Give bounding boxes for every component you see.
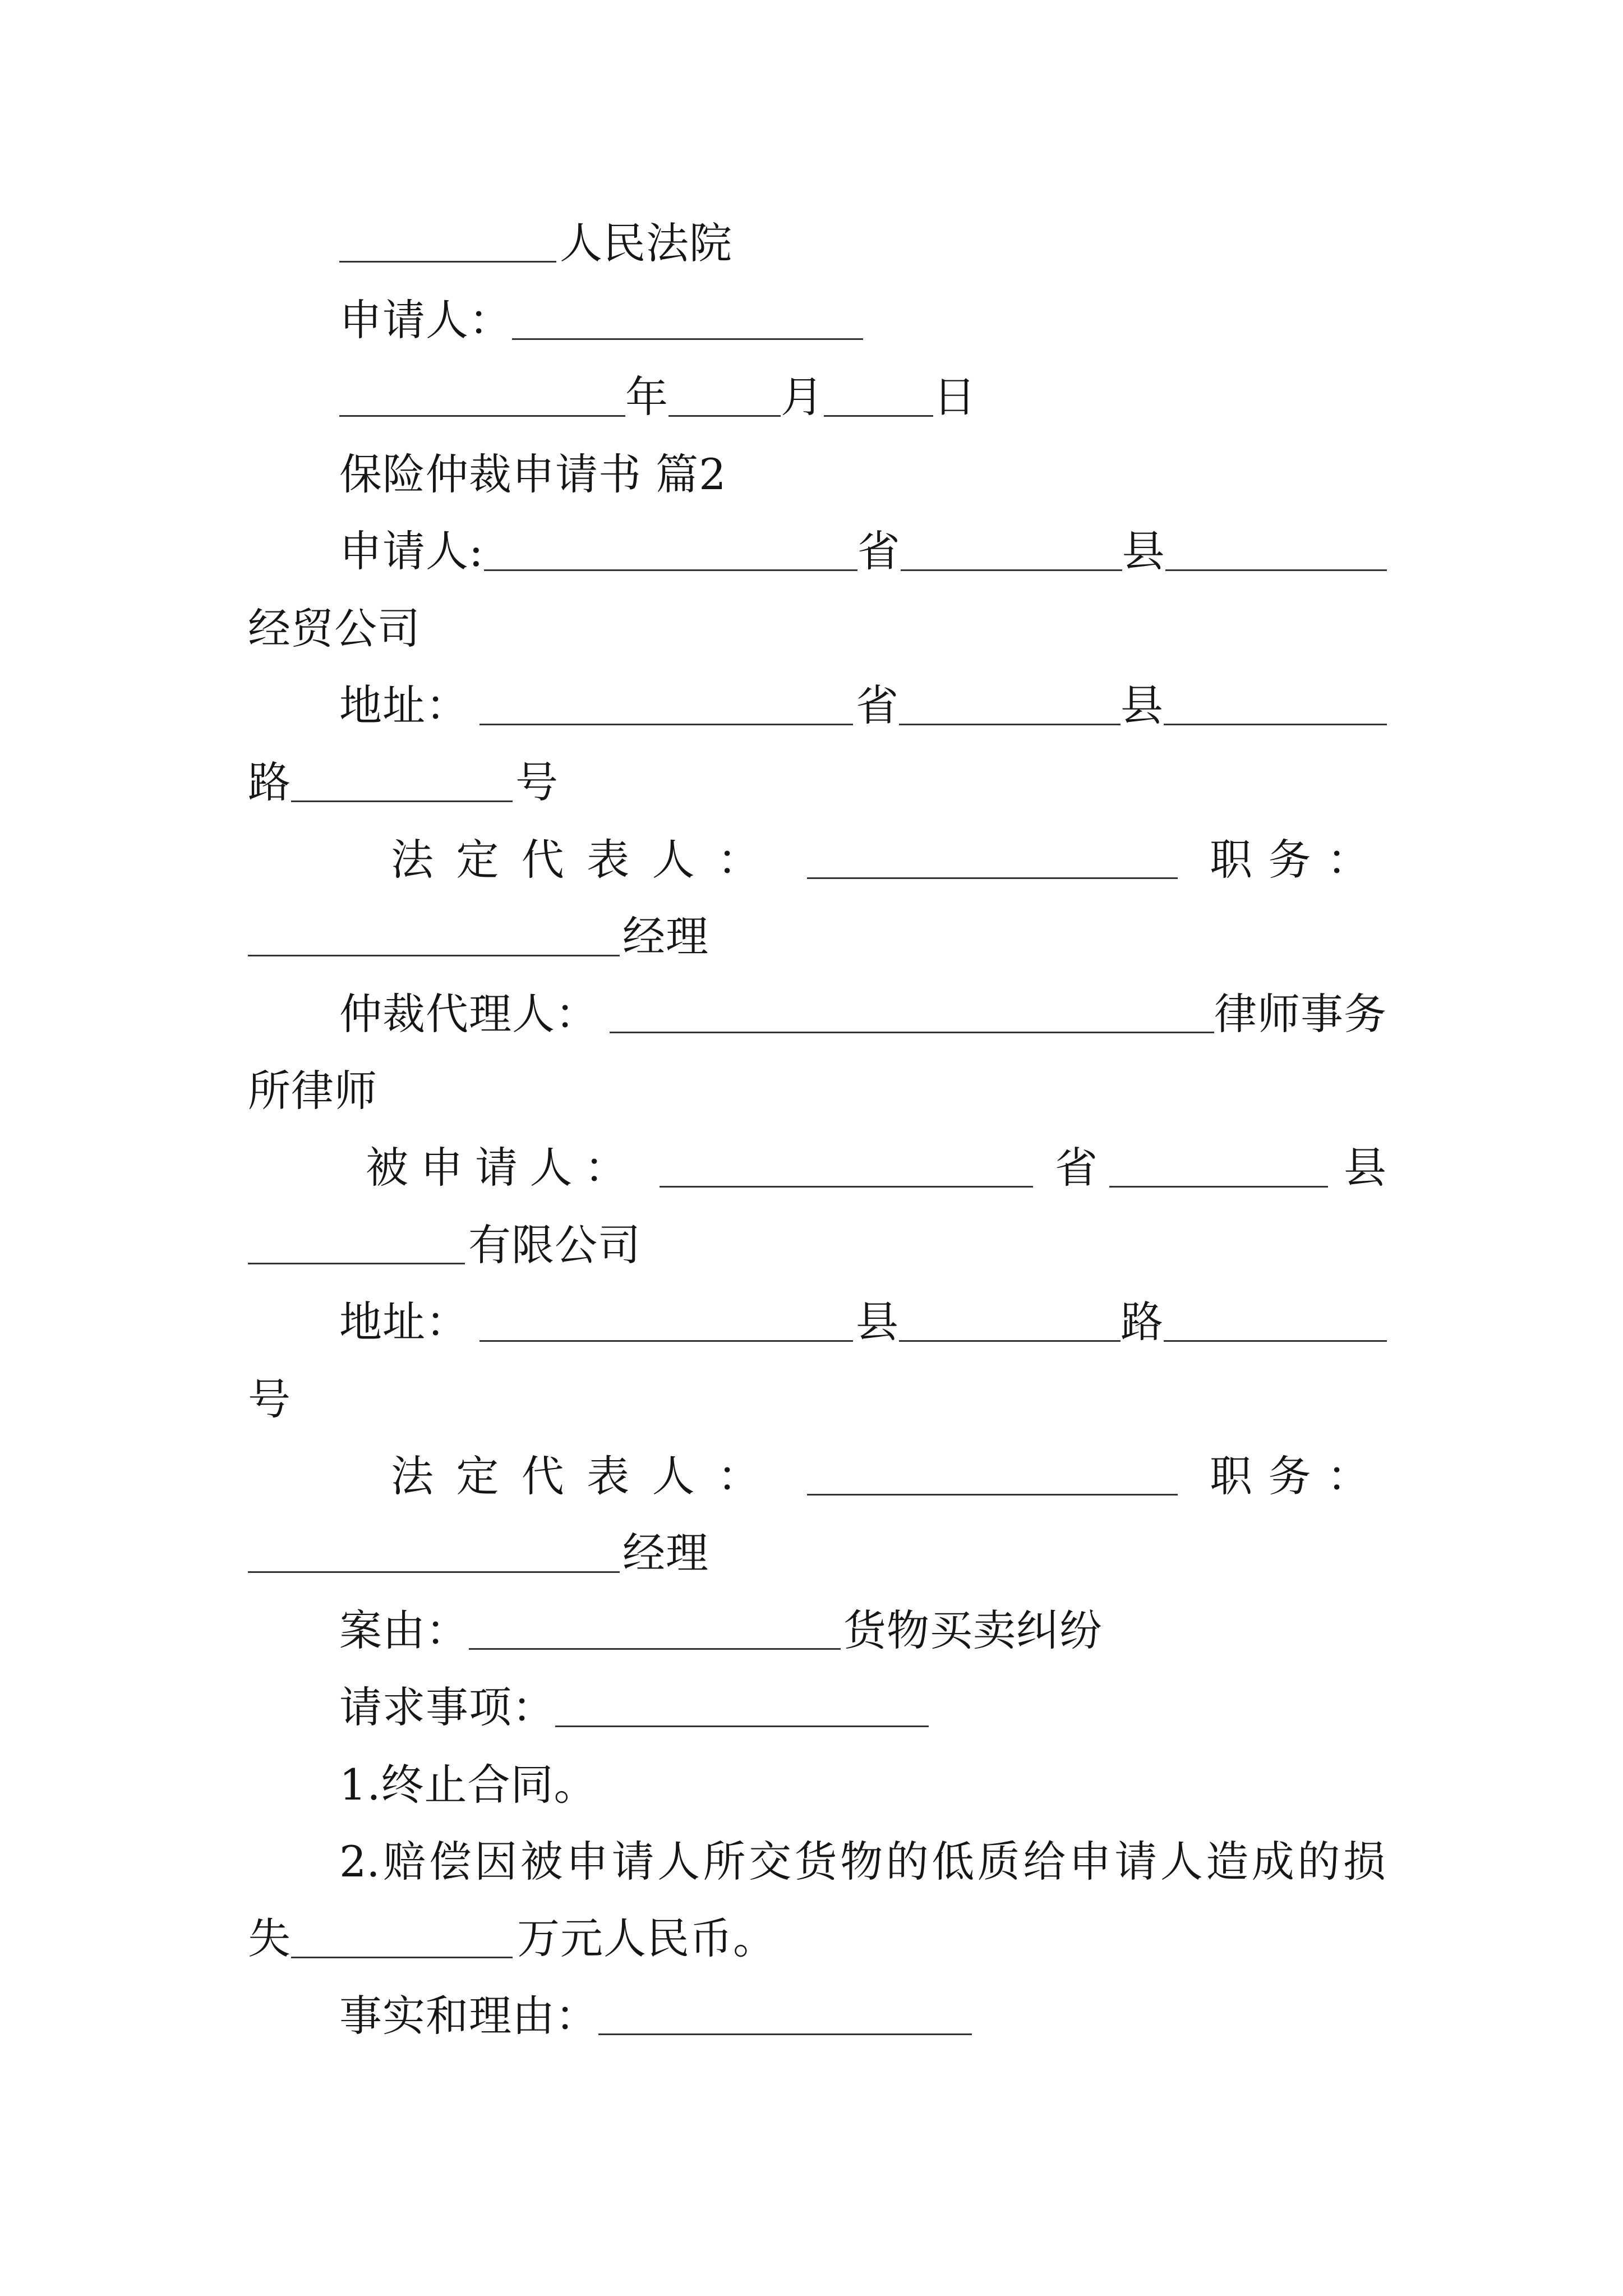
char: 定: [456, 1451, 499, 1501]
applicant-address-road-blank: [1164, 687, 1387, 725]
applicant-legal-rep-blank: [807, 840, 1178, 879]
char: 定: [456, 834, 499, 885]
respondent-address-number-blank: [1164, 1303, 1387, 1342]
char: ：: [584, 1143, 627, 1193]
char: ：: [717, 1451, 760, 1501]
case-cause-blank: [469, 1611, 841, 1650]
char: 人: [1160, 1836, 1203, 1887]
char: ：: [1327, 1451, 1370, 1501]
respondent-address-road-label: 路: [1121, 1297, 1164, 1347]
char: 请: [475, 1143, 518, 1193]
char: 给: [1023, 1836, 1066, 1887]
date-year-blank: [339, 378, 625, 417]
applicant-agent-blank: [610, 995, 1214, 1033]
case-facts-label: 事实和理由：: [339, 1990, 598, 2041]
char: 赔: [383, 1836, 426, 1887]
case-request-1-line: [248, 1746, 1387, 1823]
case-request-2-text: [339, 1836, 1386, 1887]
respondent-address-number-label: 号: [248, 1374, 291, 1424]
char: 法: [391, 1451, 434, 1501]
court-name-blank: [339, 224, 556, 263]
applicant-address-county-label: 县: [1121, 680, 1164, 731]
char: 务: [1268, 1451, 1311, 1501]
char: 2.: [339, 1836, 380, 1887]
applicant-county-label: 县: [1122, 526, 1165, 577]
char: 人: [657, 1836, 700, 1887]
date-month-label: 月: [781, 372, 824, 422]
case-cause-label: 案由：: [339, 1605, 469, 1655]
respondent-position-suffix: 经理: [623, 1528, 709, 1579]
char: 成: [1251, 1836, 1294, 1887]
char: 偿: [428, 1836, 472, 1887]
applicant-name-line-cont: [248, 590, 1387, 667]
char: 申: [420, 1143, 463, 1193]
char: 损: [1343, 1836, 1386, 1887]
respondent-province-blank: [660, 1149, 1033, 1188]
respondent-legal-rep-blank: [807, 1457, 1178, 1496]
char: 质: [977, 1836, 1020, 1887]
char: 职: [1210, 1451, 1252, 1501]
court-suffix: 人民法院: [560, 218, 732, 268]
case-request-1: 1.终止合同。: [339, 1759, 597, 1810]
signature-date-line: [248, 359, 1387, 436]
char: 表: [587, 834, 630, 885]
char: 职: [1210, 834, 1252, 885]
applicant-address-number-blank: [291, 763, 513, 802]
respondent-legal-rep-line: [248, 1438, 1387, 1515]
signature-applicant-blank: [512, 301, 863, 340]
char: 被: [520, 1836, 563, 1887]
applicant-position-line: [248, 899, 1387, 976]
applicant-name-suffix: 经贸公司: [248, 603, 421, 654]
applicant-address-number-label: 号: [515, 757, 559, 808]
char: 物: [840, 1836, 883, 1887]
applicant-company-blank: [1165, 532, 1387, 571]
char: 货: [794, 1836, 837, 1887]
respondent-address-line: [248, 1283, 1387, 1360]
respondent-address-county-blank: [479, 1303, 853, 1342]
char: 人: [652, 834, 695, 885]
respondent-address-road-blank: [899, 1303, 1121, 1342]
case-request-2-amount-blank: [291, 1920, 513, 1958]
applicant-position-label: [1210, 834, 1370, 885]
case-requests-label: 请求事项：: [339, 1682, 555, 1733]
char: 申: [1068, 1836, 1112, 1887]
char: 因: [474, 1836, 518, 1887]
char: 交: [749, 1836, 792, 1887]
applicant-agent-line-cont: [248, 1052, 1387, 1129]
respondent-county-blank: [1109, 1149, 1328, 1188]
document-body: [248, 205, 1387, 2054]
char: 法: [391, 834, 434, 885]
applicant-agent-label: 仲裁代理人：: [339, 988, 598, 1039]
signature-applicant-line: [248, 282, 1387, 358]
char: 人: [529, 1143, 573, 1193]
applicant-province-label: 省: [857, 526, 901, 577]
date-day-label: 日: [933, 372, 976, 422]
applicant-legal-rep-line: [248, 821, 1387, 898]
case-facts-line: [248, 1977, 1387, 2054]
respondent-address-label: 地址：: [339, 1297, 469, 1347]
case-cause-line: [248, 1592, 1387, 1669]
applicant-agent-suffix-cont: 所律师: [248, 1065, 377, 1116]
applicant-position-blank: [248, 918, 620, 956]
applicant-county-blank: [901, 532, 1122, 571]
respondent-position-blank: [248, 1534, 620, 1573]
date-year-label: 年: [625, 372, 668, 422]
respondent-company-blank: [248, 1226, 465, 1264]
applicant-address-line: [248, 667, 1387, 744]
respondent-legal-rep-label: [391, 1451, 760, 1501]
respondent-position-line: [248, 1515, 1387, 1592]
applicant-address-province-blank: [479, 687, 853, 725]
applicant-name-line: [248, 513, 1387, 590]
applicant-address-label: 地址：: [339, 680, 469, 731]
case-request-2-line-cont: [248, 1901, 1387, 1977]
applicant-name-label: 申请人:: [339, 526, 484, 577]
char: 代: [521, 834, 564, 885]
applicant-province-blank: [484, 532, 857, 571]
char: 的: [1297, 1836, 1340, 1887]
char: 申: [566, 1836, 609, 1887]
char: 所: [703, 1836, 746, 1887]
date-month-blank: [668, 378, 781, 417]
char: ：: [717, 834, 760, 885]
respondent-address-county-label: 县: [856, 1297, 899, 1347]
char: 人: [652, 1451, 695, 1501]
case-request-2-suffix: 万元人民币。: [517, 1913, 776, 1964]
char: 代: [521, 1451, 564, 1501]
applicant-address-line-cont: [248, 744, 1387, 821]
char: 的: [886, 1836, 929, 1887]
applicant-agent-line: [248, 976, 1387, 1052]
respondent-name-line: [248, 1130, 1387, 1207]
applicant-legal-rep-label: [391, 834, 760, 885]
case-request-2-prefix: 失: [248, 1913, 291, 1964]
char: 表: [587, 1451, 630, 1501]
date-day-blank: [824, 378, 933, 417]
case-cause-suffix: 货物买卖纠纷: [843, 1605, 1103, 1655]
case-requests-line: [248, 1669, 1387, 1746]
char: 低: [932, 1836, 975, 1887]
applicant-address-province-label: 省: [856, 680, 899, 731]
char: 请: [611, 1836, 654, 1887]
char: 被: [366, 1143, 408, 1193]
respondent-name-label: [366, 1143, 627, 1193]
char: ：: [1327, 834, 1370, 885]
court-line: [248, 205, 1387, 282]
char: 务: [1268, 834, 1311, 885]
document-title-line: [248, 436, 1387, 513]
applicant-agent-suffix: 律师事务: [1214, 988, 1387, 1039]
case-facts-blank: [598, 1996, 972, 2035]
respondent-position-label: [1210, 1451, 1370, 1501]
document-title: 保险仲裁申请书 篇2: [339, 449, 727, 499]
applicant-address-county-blank: [899, 687, 1121, 725]
signature-applicant-label: 申请人：: [339, 295, 512, 346]
applicant-address-road-label: 路: [248, 757, 291, 808]
case-requests-blank: [555, 1688, 929, 1727]
respondent-province-label: 省: [1055, 1143, 1098, 1193]
respondent-address-line-cont: [248, 1361, 1387, 1438]
respondent-name-suffix: 有限公司: [468, 1220, 641, 1270]
applicant-position-suffix: 经理: [623, 912, 709, 962]
char: 造: [1206, 1836, 1249, 1887]
respondent-county-label: 县: [1344, 1143, 1387, 1193]
respondent-name-line-cont: [248, 1207, 1387, 1283]
case-request-2-line: [248, 1823, 1387, 1900]
char: 请: [1114, 1836, 1158, 1887]
